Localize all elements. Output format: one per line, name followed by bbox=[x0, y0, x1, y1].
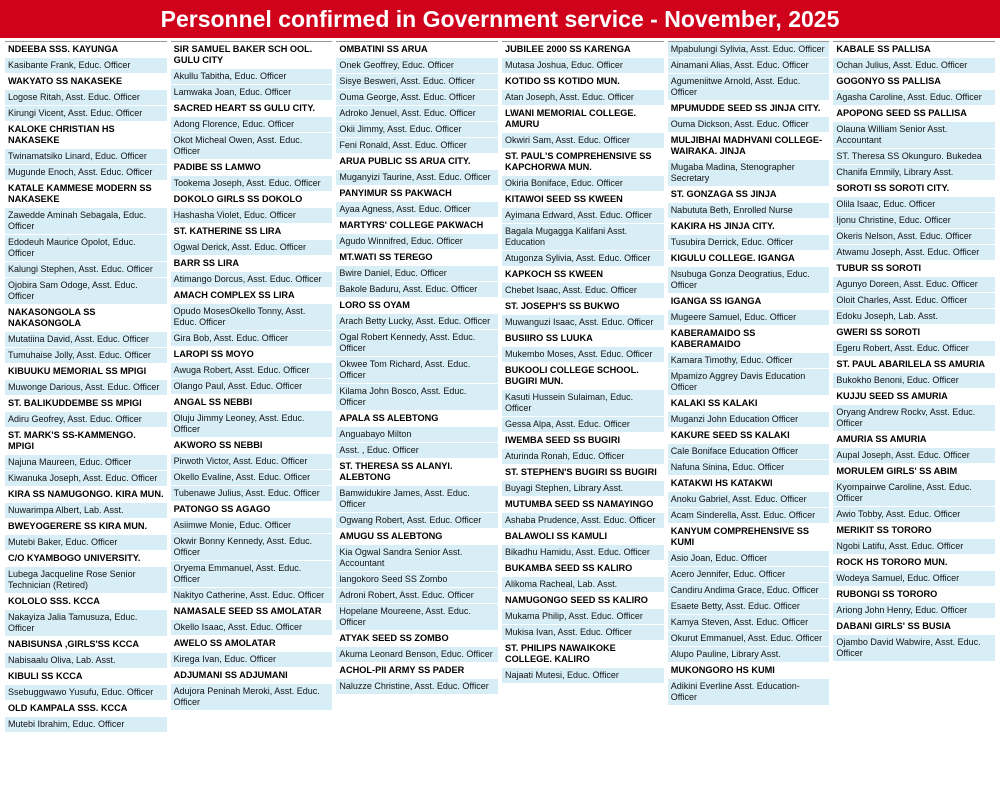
personnel-entry: Edoku Joseph, Lab. Asst. bbox=[833, 309, 995, 325]
school-heading: ACHOL-PII ARMY SS PADER bbox=[336, 663, 498, 679]
school-heading: ATYAK SEED SS ZOMBO bbox=[336, 631, 498, 647]
personnel-entry: Chebet Isaac, Asst. Educ. Officer bbox=[502, 283, 664, 299]
personnel-entry: Bukokho Benoni, Educ. Officer bbox=[833, 373, 995, 389]
personnel-entry: Agunyo Doreen, Asst. Educ. Officer bbox=[833, 277, 995, 293]
personnel-entry: Anoku Gabriel, Asst. Educ. Officer bbox=[668, 492, 830, 508]
school-heading: ST. THERESA SS ALANYI. ALEBTONG bbox=[336, 459, 498, 486]
school-heading: SOROTI SS SOROTI CITY. bbox=[833, 181, 995, 197]
personnel-entry: Okot Micheal Owen, Asst. Educ. Officer bbox=[171, 133, 333, 160]
personnel-entry: Adroko Jenuel, Asst. Educ. Officer bbox=[336, 106, 498, 122]
personnel-entry: Atugonza Sylivia, Asst. Educ. Officer bbox=[502, 251, 664, 267]
personnel-entry: Nakayiza Jalia Tamusuza, Educ. Officer bbox=[5, 610, 167, 637]
personnel-entry: Anguabayo Milton bbox=[336, 427, 498, 443]
personnel-entry: Hashasha Violet, Educ. Officer bbox=[171, 208, 333, 224]
school-heading: MARTYRS' COLLEGE PAKWACH bbox=[336, 218, 498, 234]
personnel-entry: Atwamu Joseph, Asst. Educ. Officer bbox=[833, 245, 995, 261]
personnel-entry: Asiimwe Monie, Educ. Officer bbox=[171, 518, 333, 534]
personnel-entry: Oloit Charles, Asst. Educ. Officer bbox=[833, 293, 995, 309]
personnel-entry: Adroni Robert, Asst. Educ. Officer bbox=[336, 588, 498, 604]
personnel-entry: Ayimana Edward, Asst. Educ. Officer bbox=[502, 208, 664, 224]
personnel-entry: Kamya Steven, Asst. Educ. Officer bbox=[668, 615, 830, 631]
personnel-entry: Nakityo Catherine, Asst. Educ. Officer bbox=[171, 588, 333, 604]
school-heading: KAKIRA HS JINJA CITY. bbox=[668, 219, 830, 235]
school-heading: KANYUM COMPREHENSIVE SS KUMI bbox=[668, 524, 830, 551]
personnel-entry: Kasuti Hussein Sulaiman, Educ. Officer bbox=[502, 390, 664, 417]
personnel-entry: Najaati Mutesi, Educ. Officer bbox=[502, 668, 664, 684]
school-heading: PADIBE SS LAMWO bbox=[171, 160, 333, 176]
personnel-entry: Ashaba Prudence, Asst. Educ. Officer bbox=[502, 513, 664, 529]
school-heading: KOLOLO SSS. KCCA bbox=[5, 594, 167, 610]
school-heading: ST. KATHERINE SS LIRA bbox=[171, 224, 333, 240]
listing-column bbox=[336, 41, 498, 790]
personnel-entry: Oluju Jimmy Leoney, Asst. Educ. Officer bbox=[171, 411, 333, 438]
personnel-entry: Mukisa Ivan, Asst. Educ. Officer bbox=[502, 625, 664, 641]
personnel-entry: Nuwarimpa Albert, Lab. Asst. bbox=[5, 503, 167, 519]
personnel-entry: Adiru Geofrey, Asst. Educ. Officer bbox=[5, 412, 167, 428]
school-heading: KIBUUKU MEMORIAL SS MPIGI bbox=[5, 364, 167, 380]
personnel-entry: Muganyizi Taurine, Asst. Educ. Officer bbox=[336, 170, 498, 186]
personnel-entry: Akuma Leonard Benson, Educ. Officer bbox=[336, 647, 498, 663]
personnel-entry: Tusubira Derrick, Educ. Officer bbox=[668, 235, 830, 251]
personnel-entry: Agudo Winnifred, Educ. Officer bbox=[336, 234, 498, 250]
school-heading: KATALE KAMMESE MODERN SS NAKASEKE bbox=[5, 181, 167, 208]
school-heading: LWANI MEMORIAL COLLEGE. AMURU bbox=[502, 106, 664, 133]
school-heading: KITAWOI SEED SS KWEEN bbox=[502, 192, 664, 208]
personnel-entry: Ijonu Christine, Educ. Officer bbox=[833, 213, 995, 229]
personnel-entry: Okeris Nelson, Asst. Educ. Officer bbox=[833, 229, 995, 245]
personnel-entry: Alikoma Racheal, Lab. Asst. bbox=[502, 577, 664, 593]
school-heading: NABISUNSA ,GIRLS'SS KCCA bbox=[5, 637, 167, 653]
personnel-entry: Mugaba Madina, Stenographer Secretary bbox=[668, 160, 830, 187]
school-heading: C/O KYAMBOGO UNIVERSITY. bbox=[5, 551, 167, 567]
school-heading: KUJJU SEED SS AMURIA bbox=[833, 389, 995, 405]
personnel-entry: Adong Florence, Educ. Officer bbox=[171, 117, 333, 133]
personnel-entry: Okurut Emmanuel, Asst. Educ. Officer bbox=[668, 631, 830, 647]
personnel-entry: Ngobi Latifu, Asst. Educ. Officer bbox=[833, 539, 995, 555]
school-heading: KAPKOCH SS KWEEN bbox=[502, 267, 664, 283]
personnel-entry: Aturinda Ronah, Educ. Officer bbox=[502, 449, 664, 465]
personnel-entry: Kyompairwe Caroline, Asst. Educ. Officer bbox=[833, 480, 995, 507]
school-heading: ANGAL SS NEBBI bbox=[171, 395, 333, 411]
personnel-entry: Okii Jimmy, Asst. Educ. Officer bbox=[336, 122, 498, 138]
school-heading: MPUMUDDE SEED SS JINJA CITY. bbox=[668, 101, 830, 117]
personnel-entry: Kamara Timothy, Educ. Officer bbox=[668, 353, 830, 369]
listing-column bbox=[833, 41, 995, 790]
school-heading: OLD KAMPALA SSS. KCCA bbox=[5, 701, 167, 717]
personnel-entry: Okiria Boniface, Educ. Officer bbox=[502, 176, 664, 192]
school-heading: ROCK HS TORORO MUN. bbox=[833, 555, 995, 571]
listing-column bbox=[5, 41, 167, 790]
school-heading: WAKYATO SS NAKASEKE bbox=[5, 74, 167, 90]
listing-column bbox=[171, 41, 333, 790]
personnel-entry: Buyagi Stephen, Library Asst. bbox=[502, 481, 664, 497]
personnel-entry: Bikadhu Hamidu, Asst. Educ. Officer bbox=[502, 545, 664, 561]
school-heading: ST. MARK'S SS-KAMMENGO. MPIGI bbox=[5, 428, 167, 455]
personnel-entry: Oryang Andrew Rockv, Asst. Educ. Officer bbox=[833, 405, 995, 432]
personnel-entry: Adikini Everline Asst. Education- Officer bbox=[668, 679, 830, 706]
school-heading: TUBUR SS SOROTI bbox=[833, 261, 995, 277]
school-heading: BALAWOLI SS KAMULI bbox=[502, 529, 664, 545]
personnel-entry: Mutebi Ibrahim, Educ. Officer bbox=[5, 717, 167, 733]
school-heading: ST. JOSEPH'S SS BUKWO bbox=[502, 299, 664, 315]
personnel-entry: Okwiri Sam, Asst. Educ. Officer bbox=[502, 133, 664, 149]
school-heading: BUKAMBA SEED SS KALIRO bbox=[502, 561, 664, 577]
personnel-entry: Mugeere Samuel, Educ. Officer bbox=[668, 310, 830, 326]
personnel-entry: Ssebuggwawo Yusufu, Educ. Officer bbox=[5, 685, 167, 701]
personnel-entry: Alupo Pauline, Library Asst. bbox=[668, 647, 830, 663]
school-heading: AMACH COMPLEX SS LIRA bbox=[171, 288, 333, 304]
personnel-entry: Olauna William Senior Asst. Accountant bbox=[833, 122, 995, 149]
personnel-entry: Awio Tobby, Asst. Educ. Officer bbox=[833, 507, 995, 523]
personnel-entry: Bagala Mugagga Kalifani Asst. Education bbox=[502, 224, 664, 251]
school-heading: ST. BALIKUDDEMBE SS MPIGI bbox=[5, 396, 167, 412]
personnel-entry: Mugunde Enoch, Asst. Educ. Officer bbox=[5, 165, 167, 181]
personnel-entry: Nabututa Beth, Enrolled Nurse bbox=[668, 203, 830, 219]
listing-columns bbox=[3, 41, 997, 790]
personnel-entry: Candiru Andima Grace, Educ. Officer bbox=[668, 583, 830, 599]
personnel-entry: Ouma George, Asst. Educ. Officer bbox=[336, 90, 498, 106]
school-heading: ST. PAUL'S COMPREHENSIVE SS KAPCHORWA MUN. bbox=[502, 149, 664, 176]
school-heading: KAKURE SEED SS KALAKI bbox=[668, 428, 830, 444]
personnel-entry: Muganzi John Education Officer bbox=[668, 412, 830, 428]
school-heading: BUKOOLI COLLEGE SCHOOL. BUGIRI MUN. bbox=[502, 363, 664, 390]
school-heading: KABERAMAIDO SS KABERAMAIDO bbox=[668, 326, 830, 353]
personnel-entry: Okwee Tom Richard, Asst. Educ. Officer bbox=[336, 357, 498, 384]
school-heading: IGANGA SS IGANGA bbox=[668, 294, 830, 310]
personnel-entry: Ouma Dickson, Asst. Educ. Officer bbox=[668, 117, 830, 133]
personnel-entry: Kilama John Bosco, Asst. Educ. Officer bbox=[336, 384, 498, 411]
school-heading: ST. STEPHEN'S BUGIRI SS BUGIRI bbox=[502, 465, 664, 481]
personnel-entry: Bamwidukire James, Asst. Educ. Officer bbox=[336, 486, 498, 513]
personnel-entry: Kia Ogwal Sandra Senior Asst. Accountant bbox=[336, 545, 498, 572]
personnel-entry: Nabisaalu Oliva, Lab. Asst. bbox=[5, 653, 167, 669]
personnel-entry: Ochan Julius, Asst. Educ. Officer bbox=[833, 58, 995, 74]
personnel-entry: Arach Betty Lucky, Asst. Educ. Officer bbox=[336, 314, 498, 330]
personnel-entry: Aupal Joseph, Asst. Educ. Officer bbox=[833, 448, 995, 464]
school-heading: BARR SS LIRA bbox=[171, 256, 333, 272]
school-heading: AMURIA SS AMURIA bbox=[833, 432, 995, 448]
personnel-entry: Feni Ronald, Asst. Educ. Officer bbox=[336, 138, 498, 154]
personnel-entry: Ainamani Alias, Asst. Educ. Officer bbox=[668, 58, 830, 74]
personnel-entry: Muwanguzi Isaac, Asst. Educ. Officer bbox=[502, 315, 664, 331]
school-heading: NDEEBA SSS. KAYUNGA bbox=[5, 42, 167, 58]
personnel-entry: Okwir Bonny Kennedy, Asst. Educ. Officer bbox=[171, 534, 333, 561]
personnel-entry: Okello Evaline, Asst. Educ. Officer bbox=[171, 470, 333, 486]
personnel-entry: Tumuhaise Jolly, Asst. Educ. Officer bbox=[5, 348, 167, 364]
personnel-entry: Ogal Robert Kennedy, Asst. Educ. Officer bbox=[336, 330, 498, 357]
personnel-entry: Najuna Maureen, Educ. Officer bbox=[5, 455, 167, 471]
school-heading: APOPONG SEED SS PALLISA bbox=[833, 106, 995, 122]
personnel-entry: Mukama Philip, Asst. Educ. Officer bbox=[502, 609, 664, 625]
personnel-entry: Atimango Dorcus, Asst. Educ. Officer bbox=[171, 272, 333, 288]
personnel-entry: Tookema Joseph, Asst. Educ. Officer bbox=[171, 176, 333, 192]
school-heading: MULJIBHAI MADHVANI COLLEGE-WAIRAKA. JINJA bbox=[668, 133, 830, 160]
school-heading: KIRA SS NAMUGONGO. KIRA MUN. bbox=[5, 487, 167, 503]
school-heading: SACRED HEART SS GULU CITY. bbox=[171, 101, 333, 117]
personnel-entry: ST. Theresa SS Okunguro. Bukedea bbox=[833, 149, 995, 165]
personnel-entry: Kalungi Stephen, Asst. Educ. Officer bbox=[5, 262, 167, 278]
personnel-entry: Acam Sinderella, Asst. Educ. Officer bbox=[668, 508, 830, 524]
personnel-entry: Lamwaka Joan, Educ. Officer bbox=[171, 85, 333, 101]
personnel-entry: Twinamatsiko Linard, Educ. Officer bbox=[5, 149, 167, 165]
personnel-entry: Kasibante Frank, Educ. Officer bbox=[5, 58, 167, 74]
personnel-entry: Ayaa Agness, Asst. Educ. Officer bbox=[336, 202, 498, 218]
personnel-entry: Gessa Alpa, Asst. Educ. Officer bbox=[502, 417, 664, 433]
personnel-entry: Olango Paul, Asst. Educ. Officer bbox=[171, 379, 333, 395]
personnel-entry: Bakole Baduru, Asst. Educ. Officer bbox=[336, 282, 498, 298]
personnel-entry: Nafuna Sinina, Educ. Officer bbox=[668, 460, 830, 476]
listing-column bbox=[668, 41, 830, 790]
personnel-entry: Ojobira Sam Odoge, Asst. Educ. Officer bbox=[5, 278, 167, 305]
school-heading: KALOKE CHRISTIAN HS NAKASEKE bbox=[5, 122, 167, 149]
personnel-entry: Acero Jennifer, Educ. Officer bbox=[668, 567, 830, 583]
personnel-entry: Awuga Robert, Asst. Educ. Officer bbox=[171, 363, 333, 379]
school-heading: KATAKWI HS KATAKWI bbox=[668, 476, 830, 492]
school-heading: BUSIIRO SS LUUKA bbox=[502, 331, 664, 347]
school-heading: NAMUGONGO SEED SS KALIRO bbox=[502, 593, 664, 609]
personnel-entry: Mutasa Joshua, Educ. Officer bbox=[502, 58, 664, 74]
personnel-entry: Egeru Robert, Asst. Educ. Officer bbox=[833, 341, 995, 357]
personnel-entry: Opudo MosesOkello Tonny, Asst. Educ. Officer bbox=[171, 304, 333, 331]
school-heading: MUTUMBA SEED SS NAMAYINGO bbox=[502, 497, 664, 513]
school-heading: PANYIMUR SS PAKWACH bbox=[336, 186, 498, 202]
personnel-entry: Adujora Peninah Meroki, Asst. Educ. Officer bbox=[171, 684, 333, 711]
personnel-entry: Edodeuh Maurice Opolot, Educ. Officer bbox=[5, 235, 167, 262]
school-heading: GOGONYO SS PALLISA bbox=[833, 74, 995, 90]
personnel-entry: Mpamizo Aggrey Davis Education Officer bbox=[668, 369, 830, 396]
personnel-entry: Mutatiina David, Asst. Educ. Officer bbox=[5, 332, 167, 348]
school-heading: AKWORO SS NEBBI bbox=[171, 438, 333, 454]
listing-column bbox=[502, 41, 664, 790]
school-heading: KOTIDO SS KOTIDO MUN. bbox=[502, 74, 664, 90]
personnel-entry: Zawedde Aminah Sebagala, Educ. Officer bbox=[5, 208, 167, 235]
personnel-entry: Okello Isaac, Asst. Educ. Officer bbox=[171, 620, 333, 636]
personnel-entry: Akullu Tabitha, Educ. Officer bbox=[171, 69, 333, 85]
personnel-entry: Cale Boniface Education Officer bbox=[668, 444, 830, 460]
personnel-entry: Mpabulungi Sylivia, Asst. Educ. Officer bbox=[668, 42, 830, 58]
school-heading: AMUGU SS ALEBTONG bbox=[336, 529, 498, 545]
school-heading: PATONGO SS AGAGO bbox=[171, 502, 333, 518]
school-heading: MERIKIT SS TORORO bbox=[833, 523, 995, 539]
school-heading: NAKASONGOLA SS NAKASONGOLA bbox=[5, 305, 167, 332]
school-heading: KALAKI SS KALAKI bbox=[668, 396, 830, 412]
school-heading: ARUA PUBLIC SS ARUA CITY. bbox=[336, 154, 498, 170]
personnel-entry: Bwire Daniel, Educ. Officer bbox=[336, 266, 498, 282]
personnel-entry: Logose Ritah, Asst. Educ. Officer bbox=[5, 90, 167, 106]
school-heading: KIGULU COLLEGE. IGANGA bbox=[668, 251, 830, 267]
personnel-entry: Esaete Betty, Asst. Educ. Officer bbox=[668, 599, 830, 615]
school-heading: BWEYOGERERE SS KIRA MUN. bbox=[5, 519, 167, 535]
school-heading: KIBULI SS KCCA bbox=[5, 669, 167, 685]
school-heading: APALA SS ALEBTONG bbox=[336, 411, 498, 427]
personnel-entry: Kiwanuka Joseph, Asst. Educ. Officer bbox=[5, 471, 167, 487]
school-heading: SIR SAMUEL BAKER SCH OOL. GULU CITY bbox=[171, 42, 333, 69]
personnel-entry: Pirwoth Victor, Asst. Educ. Officer bbox=[171, 454, 333, 470]
personnel-entry: langokoro Seed SS Zombo bbox=[336, 572, 498, 588]
personnel-entry: Asst. , Educ. Officer bbox=[336, 443, 498, 459]
personnel-entry: Chanifa Emmily, Library Asst. bbox=[833, 165, 995, 181]
school-heading: GWERI SS SOROTI bbox=[833, 325, 995, 341]
personnel-entry: Naluzze Christine, Asst. Educ. Officer bbox=[336, 679, 498, 695]
school-heading: MUKONGORO HS KUMI bbox=[668, 663, 830, 679]
school-heading: LORO SS OYAM bbox=[336, 298, 498, 314]
personnel-entry: Ariong John Henry, Educ. Officer bbox=[833, 603, 995, 619]
personnel-entry: Nsubuga Gonza Deogratius, Educ. Officer bbox=[668, 267, 830, 294]
school-heading: MORULEM GIRLS' SS ABIM bbox=[833, 464, 995, 480]
school-heading: JUBILEE 2000 SS KARENGA bbox=[502, 42, 664, 58]
school-heading: ST. PAUL ABARILELA SS AMURIA bbox=[833, 357, 995, 373]
personnel-entry: Tubenawe Julius, Asst. Educ. Officer bbox=[171, 486, 333, 502]
school-heading: ST. PHILIPS NAWAIKOKE COLLEGE. KALIRO bbox=[502, 641, 664, 668]
school-heading: RUBONGI SS TORORO bbox=[833, 587, 995, 603]
school-heading: ST. GONZAGA SS JINJA bbox=[668, 187, 830, 203]
personnel-entry: Agumeniitwe Arnold, Asst. Educ. Officer bbox=[668, 74, 830, 101]
personnel-entry: Lubega Jacqueline Rose Senior Technician (Retired) bbox=[5, 567, 167, 594]
personnel-entry: Gira Bob, Asst. Educ. Officer bbox=[171, 331, 333, 347]
personnel-entry: Atan Joseph, Asst. Educ. Officer bbox=[502, 90, 664, 106]
personnel-entry: Kirungi Vicent, Asst. Educ. Officer bbox=[5, 106, 167, 122]
personnel-entry: Onek Geoffrey, Educ. Officer bbox=[336, 58, 498, 74]
personnel-entry: Mutebi Baker, Educ. Officer bbox=[5, 535, 167, 551]
school-heading: IWEMBA SEED SS BUGIRI bbox=[502, 433, 664, 449]
school-heading: MT.WATI SS TEREGO bbox=[336, 250, 498, 266]
personnel-entry: Oryema Emmanuel, Asst. Educ. Officer bbox=[171, 561, 333, 588]
personnel-entry: Ojambo David Wabwire, Asst. Educ. Officer bbox=[833, 635, 995, 662]
page-title: Personnel confirmed in Government service - November, 2025 bbox=[0, 0, 1000, 38]
personnel-entry: Olila Isaac, Educ. Officer bbox=[833, 197, 995, 213]
personnel-entry: Agasha Caroline, Asst. Educ. Officer bbox=[833, 90, 995, 106]
personnel-entry: Mukembo Moses, Asst. Educ. Officer bbox=[502, 347, 664, 363]
personnel-entry: Asio Joan, Educ. Officer bbox=[668, 551, 830, 567]
school-heading: DOKOLO GIRLS SS DOKOLO bbox=[171, 192, 333, 208]
personnel-entry: Hopelane Moureene, Asst. Educ. Officer bbox=[336, 604, 498, 631]
personnel-entry: Ogwal Derick, Asst. Educ. Officer bbox=[171, 240, 333, 256]
school-heading: DABANI GIRLS' SS BUSIA bbox=[833, 619, 995, 635]
school-heading: OMBATINI SS ARUA bbox=[336, 42, 498, 58]
school-heading: KABALE SS PALLISA bbox=[833, 42, 995, 58]
personnel-entry: Wodeya Samuel, Educ. Officer bbox=[833, 571, 995, 587]
personnel-entry: Kirega Ivan, Educ. Officer bbox=[171, 652, 333, 668]
school-heading: ADJUMANI SS ADJUMANI bbox=[171, 668, 333, 684]
personnel-entry: Muwonge Darious, Asst. Educ. Officer bbox=[5, 380, 167, 396]
school-heading: AWELO SS AMOLATAR bbox=[171, 636, 333, 652]
school-heading: NAMASALE SEED SS AMOLATAR bbox=[171, 604, 333, 620]
personnel-entry: Sisye Besweri, Asst. Educ. Officer bbox=[336, 74, 498, 90]
personnel-entry: Ogwang Robert, Asst. Educ. Officer bbox=[336, 513, 498, 529]
school-heading: LAROPI SS MOYO bbox=[171, 347, 333, 363]
